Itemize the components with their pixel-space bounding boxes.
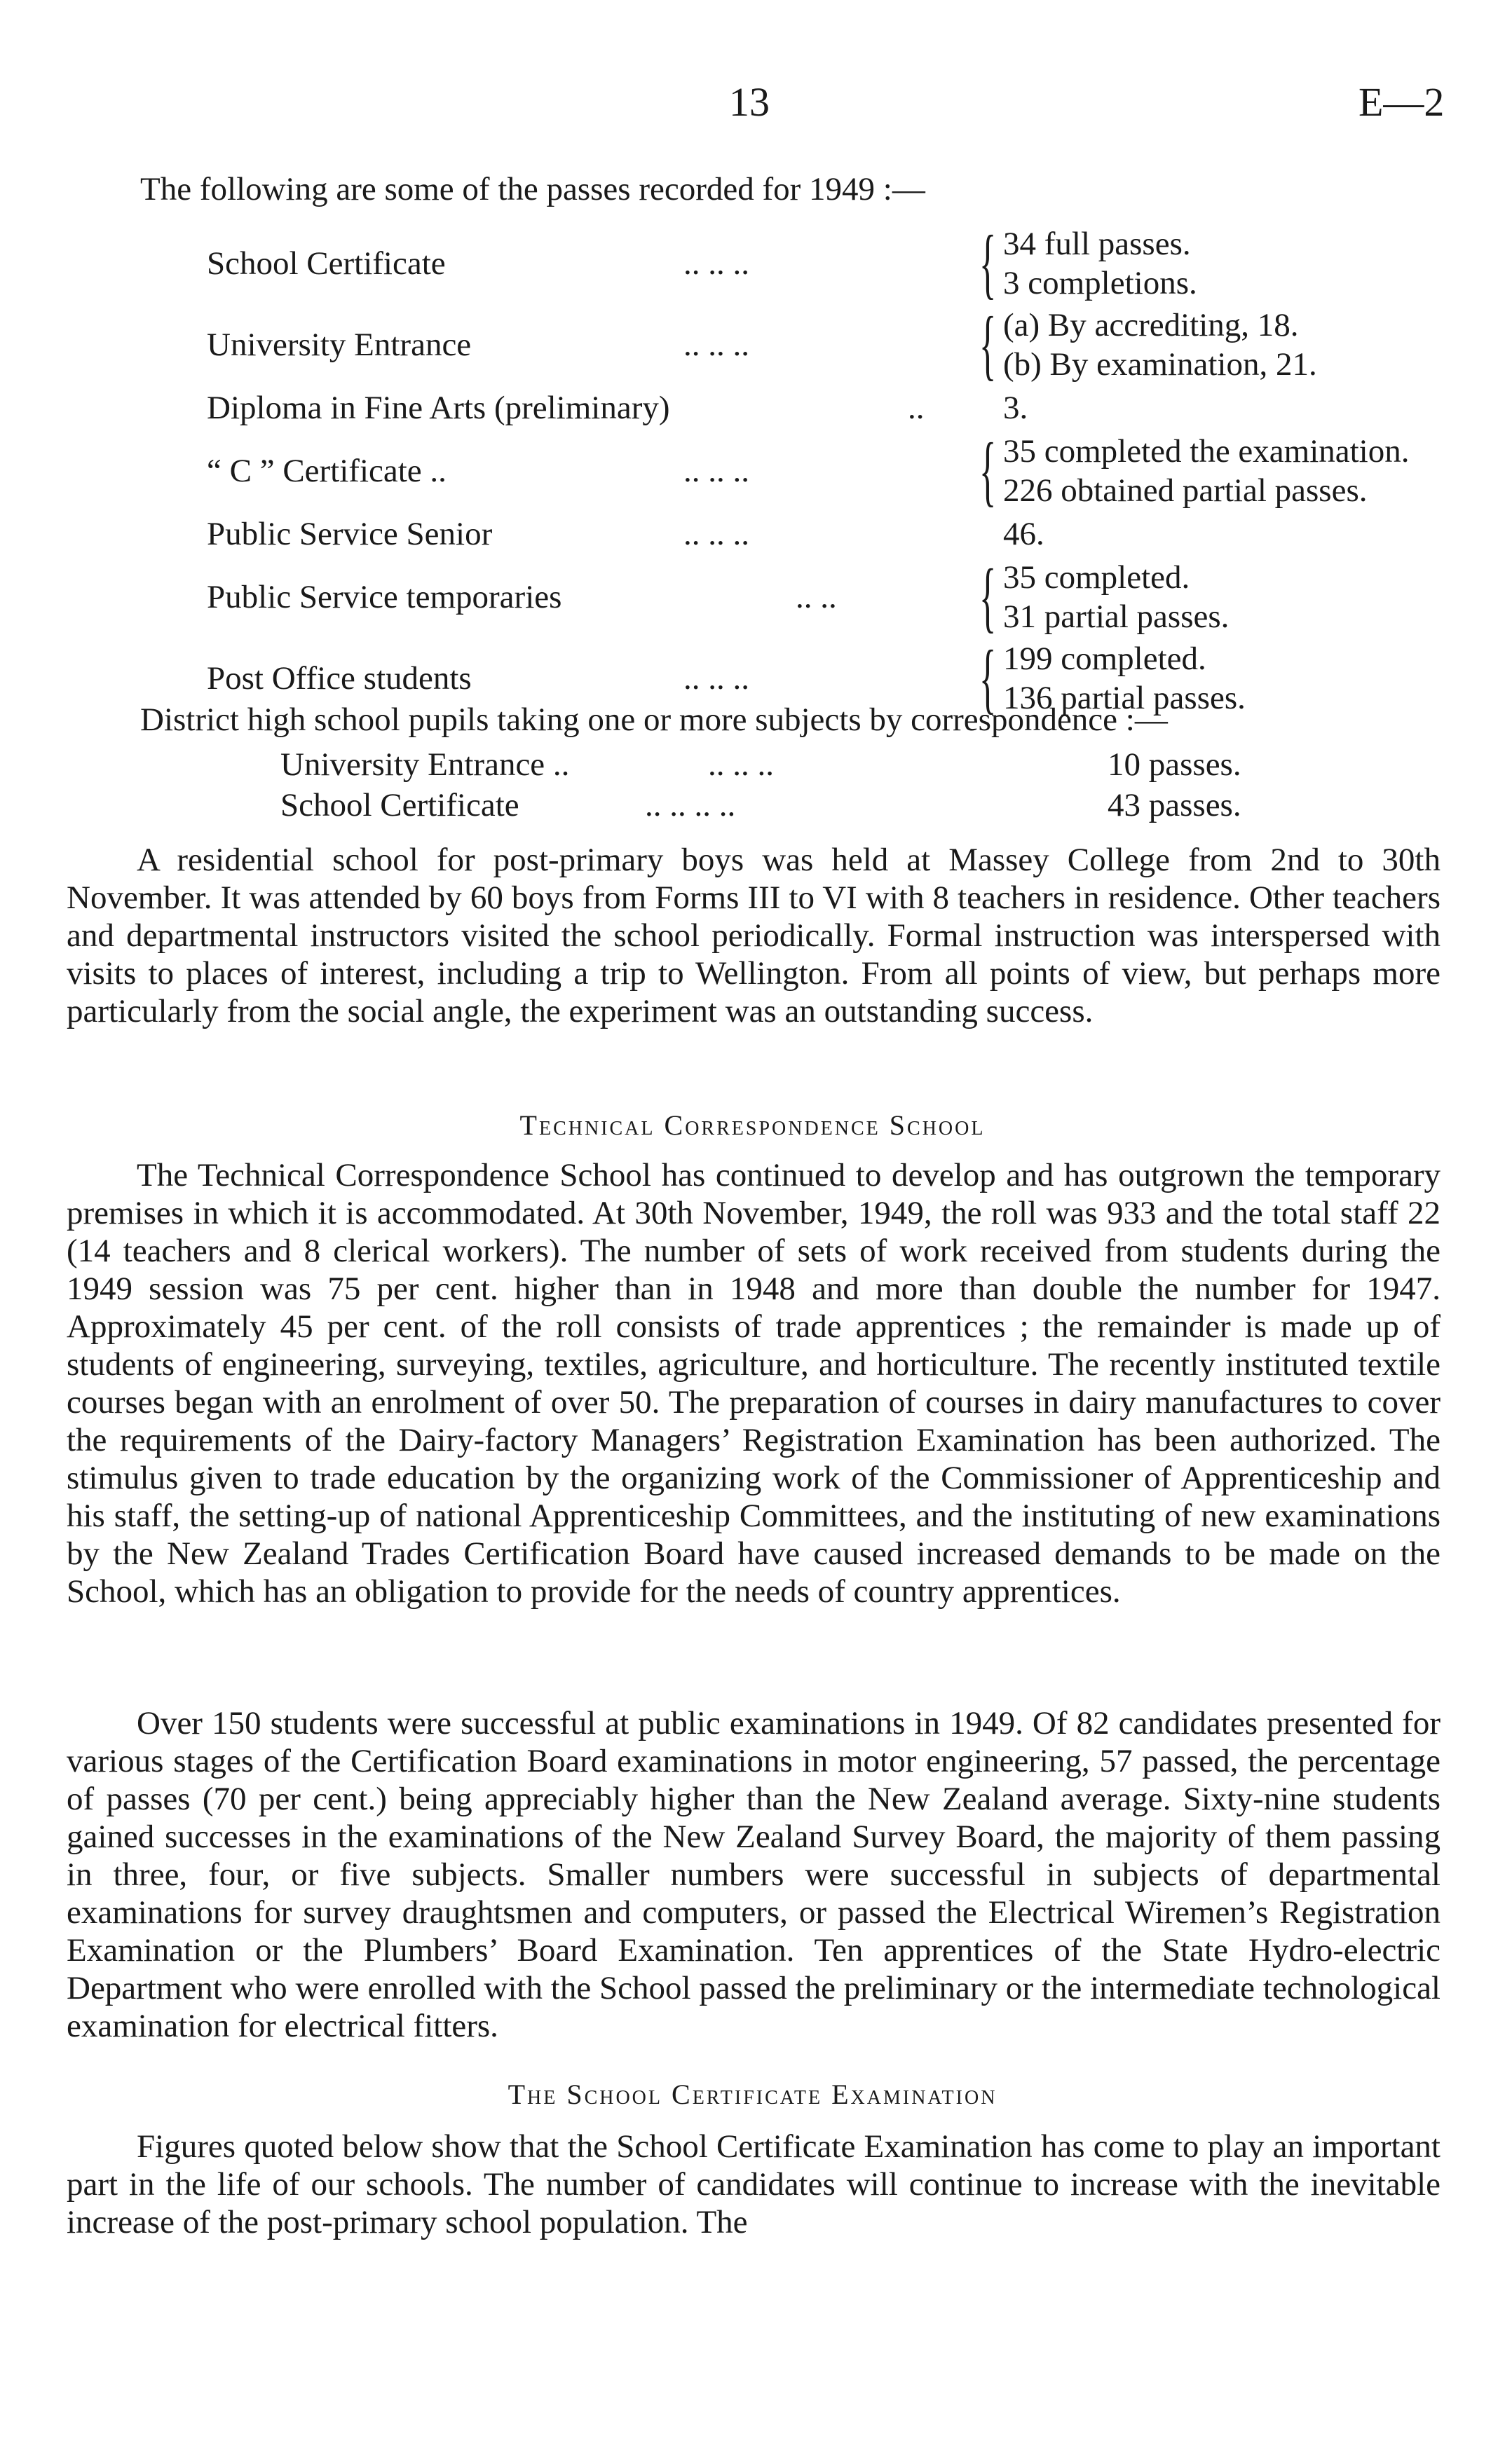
pass-value: 46. — [1003, 516, 1044, 552]
pass-value: 35 completed. — [1003, 559, 1190, 596]
page-number: 13 — [729, 79, 770, 125]
pass-label: School Certificate — [207, 245, 446, 282]
residential-school-paragraph — [67, 841, 1441, 1030]
pass-values — [1003, 558, 1229, 636]
brace-glyph: { — [979, 554, 997, 641]
pass-value: 226 obtained partial passes. — [1003, 472, 1368, 509]
pass-value: 35 completed the examination. — [1003, 433, 1410, 470]
leader-dots — [631, 746, 1108, 783]
leader-dots-text: .. — [908, 390, 925, 426]
pass-row — [207, 220, 1469, 307]
pass-label: Public Service temporaries — [207, 579, 562, 615]
pass-value: 3. — [1003, 390, 1028, 426]
brace-glyph: { — [979, 220, 997, 307]
pass-value: 34 full passes. — [1003, 226, 1191, 262]
leader-dots: .. .. .. — [683, 327, 749, 363]
pass-row — [207, 427, 1469, 514]
pass-label: Post Office students — [207, 660, 472, 697]
district-value: 10 passes. — [1108, 746, 1241, 783]
passes-intro: The following are some of the passes recorded for 1949 :— — [140, 171, 925, 207]
paragraph-text: The Technical Correspondence School has continued to develop and has outgrown the temporary premises in which it is accommodated. At 30th November, 1949, the roll was 933 and the total staff 22 (14 teachers and 8 clerical workers). The number of sets of work received from students during the 1949 session was 75 per cent. higher than in 1948 and more than double the number for 1947. Approximately 45 per cent. of the roll consists of trade apprentices ; the remainder is made up of students of engineering, surveying, textiles, agriculture, and horticulture. The recently instituted textile courses began with an enrolment of over 50. The preparation of courses in dairy manufactures to cover the requirements of the Dairy-factory Managers’ Registration Examination has been authorized. The stimulus given to trade education by the organizing work of the Commissioner of Apprenticeship and his staff, the setting-up of national Apprenticeship Committees, and the instituting of new examinations by the New Zealand Trades Certification Board have caused increased demands to be made on the School, which has an obligation to provide for the needs of country apprentices. — [67, 1157, 1441, 1610]
district-label: School Certificate — [280, 787, 519, 823]
technical-paragraph-1 — [67, 1156, 1441, 1610]
leader-dots: .. .. .. — [683, 660, 749, 697]
pass-value: 136 partial passes. — [1003, 680, 1246, 716]
pass-value: 31 partial passes. — [1003, 598, 1230, 635]
paragraph-text: Figures quoted below show that the School Certificate Examination has come to play an important part in the life of our schools. The number of candidates will continue to increase with the inevitable increase of the post-primary school population. The — [67, 2128, 1441, 2240]
district-intro: District high school pupils taking one or more subjects by correspondence :— — [140, 701, 1168, 738]
leader-dots — [683, 578, 985, 616]
technical-paragraph-2 — [67, 1704, 1441, 2045]
leader-dots-text: .. .. .. .. — [645, 787, 736, 823]
district-row — [280, 744, 1241, 785]
pass-value: 199 completed. — [1003, 641, 1206, 677]
leader-dots — [683, 389, 985, 427]
pass-values — [1003, 224, 1197, 303]
pass-label: University Entrance — [207, 327, 472, 363]
district-value: 43 passes. — [1108, 787, 1241, 823]
brace-glyph: { — [979, 635, 997, 722]
section-heading-school-certificate: The School Certificate Examination — [508, 2079, 997, 2110]
pass-values — [1003, 432, 1410, 510]
district-label: University Entrance .. — [280, 746, 570, 783]
brace-glyph: { — [979, 301, 997, 388]
pass-row — [207, 301, 1469, 388]
pass-row — [207, 512, 1469, 556]
district-table — [280, 744, 1241, 826]
pass-label: “ C ” Certificate .. — [207, 453, 447, 489]
pass-row — [207, 385, 1469, 430]
pass-row — [207, 554, 1469, 641]
leader-dots — [631, 786, 1108, 824]
pass-value: (b) By examination, 21. — [1003, 346, 1317, 383]
leader-dots: .. .. .. — [683, 453, 749, 489]
document-reference: E—2 — [1358, 79, 1445, 125]
paragraph-text: A residential school for post-primary boys was held at Massey College from 2nd to 30th November. It was attended by 60 boys from Forms III to VI with 8 teachers in residence. Other teachers and departmental instructors visited the school periodically. Formal instruction was interspersed with visits to places of interest, including a trip to Wellington. From all points of view, but perhaps more particularly from the social angle, the experiment was an outstanding success. — [67, 842, 1441, 1029]
pass-value: (a) By accrediting, 18. — [1003, 307, 1299, 343]
paragraph-text: Over 150 students were successful at public examinations in 1949. Of 82 candidates presented for various stages of the Certification Board examinations in motor engineering, 57 passed, the percentage of passes (70 per cent.) being appreciably higher than the New Zealand average. Sixty-nine students gained successes in the examinations of the New Zealand Survey Board, the majority of them passing in three, four, or five subjects. Smaller numbers were successful in subjects of departmental examinations for survey draughtsmen and computers, or passed the Electrical Wiremen’s Registration Examination or the Plumbers’ Board Examination. Ten apprentices of the State Hydro-electric Department who were enrolled with the School passed the preliminary or the intermediate technological examination for electrical fitters. — [67, 1705, 1441, 2044]
pass-value: 3 completions. — [1003, 265, 1197, 301]
section-heading-technical-correspondence: Technical Correspondence School — [519, 1109, 986, 1141]
district-row — [280, 785, 1241, 826]
certificate-paragraph — [67, 2128, 1441, 2241]
pass-label: Diploma in Fine Arts (preliminary) — [207, 390, 670, 426]
pass-label: Public Service Senior — [207, 516, 493, 552]
leader-dots: .. .. .. — [683, 516, 749, 552]
leader-dots-text: .. .. .. — [708, 746, 774, 783]
pass-values — [1003, 306, 1317, 384]
pass-values — [1003, 388, 1028, 427]
leader-dots: .. .. .. — [683, 245, 749, 282]
leader-dots-text: .. .. — [796, 579, 837, 615]
brace-glyph: { — [979, 427, 997, 514]
pass-values — [1003, 514, 1044, 554]
